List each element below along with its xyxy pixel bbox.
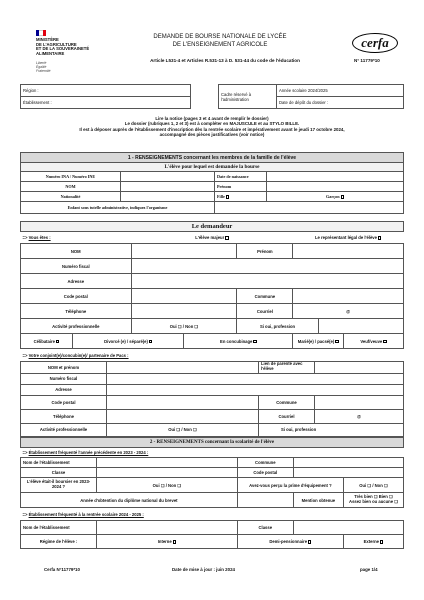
demandeur-courriel-label: Courriel [237,304,293,319]
ministry-line: DE L'AGRICULTURE [36,41,77,47]
demandeur-commune-label: Commune [237,289,293,304]
notice-line: Lire la notice (pages 3 et 4 avant de remplir le dossier) [155,116,269,121]
demandeur-fiscal-label: Numéro fiscal [21,259,132,274]
garcon-checkbox[interactable] [341,195,344,198]
rentree-label [21,508,404,521]
diplome-label: Année d'obtention du diplôme national du brevet [21,493,238,508]
demandeur-tel-label: Téléphone [21,304,132,319]
notice-line: Le dossier (rubriques 1, 2 et 3) est à compléter en MAJUSCULE et au STYLO BILLE. [124,121,300,127]
regime-label: Régime de l'élève : [21,535,97,549]
footer-date: Date de mise à jour : juin 2024 [172,567,235,572]
cerfa-number: N° 11779*10 [354,58,380,63]
eleve-majeur-checkbox[interactable] [225,236,228,239]
fille-label: Fille [217,194,225,199]
representant-checkbox[interactable] [378,236,381,239]
concubinage-checkbox[interactable] [253,340,256,343]
rentree-nom-etab-input[interactable] [97,521,238,535]
interne-label: Interne [157,539,172,544]
nom-label: NOM [21,182,121,192]
conjoint-courriel-input[interactable] [315,409,404,423]
region-field[interactable]: Région : [21,85,191,97]
arrow: => [22,450,28,455]
nom-input[interactable] [121,182,215,192]
title-line-1: DEMANDE DE BOURSE NATIONALE DE LYCÉE [153,34,287,40]
lien-input[interactable] [315,361,404,373]
mention-options[interactable] [344,493,404,508]
footer-page: page 1/4 [360,567,378,572]
ministry-line: ET DE LA SOUVERAINETÉ [36,46,90,52]
conjoint-cp-input[interactable] [107,395,259,409]
conjoint-nom-label: NOM et prénom [21,361,107,373]
demandeur-activite-oui-non[interactable]: Oui ❑ / Non ❑ [131,319,237,334]
flag-red [43,30,46,36]
demandeur-profession-label: Si oui, profession [237,319,318,334]
vous-etes-label [21,232,132,244]
tutelle-label: Enfant sous tutelle administrative, indiquez l'organisme [21,202,215,214]
footer-cerfa: Cerfa N°11779*10 [44,567,80,572]
prec-nom-etab-input[interactable] [97,458,238,468]
conjoint-commune-input[interactable] [315,395,404,409]
republique-motto [36,62,66,73]
section2-title: 2 - RENSEIGNEMENTS concernant la scolarité de l'élève [21,438,404,448]
demandeur-cp-input[interactable] [131,289,237,304]
conjoint-fiscal-input[interactable] [107,373,404,384]
tutelle-input[interactable] [215,202,404,214]
divorce-checkbox[interactable] [149,340,152,343]
demandeur-profession-input[interactable] [318,319,403,334]
prenom-input[interactable] [267,182,404,192]
externe-label: Externe [363,539,379,544]
celibataire-checkbox[interactable] [56,340,59,343]
conjoint-fiscal-label: Numéro fiscal [21,373,107,384]
demandeur-cp-label: Code postal [21,289,132,304]
interne-checkbox[interactable] [173,540,176,543]
admin-table [20,84,404,109]
externe-option[interactable] [344,535,404,549]
arrow: => [22,352,28,358]
marie-label: Marié(e) / pacsé(e) [297,338,335,344]
at-sign: @ [346,308,351,314]
demandeur-title: Le demandeur [21,222,404,232]
representant-label: Le représentant légal de l'élève [314,235,377,240]
veuf-checkbox[interactable] [383,340,386,343]
concubinage-label: En concubinage [220,338,253,344]
conjoint-cp-label: Code postal [21,395,107,409]
marie-checkbox[interactable] [335,340,338,343]
fille-option[interactable] [215,192,267,202]
mention-option-line[interactable]: Très bien ❑ Bien ❑ [354,494,393,500]
mention-option-line[interactable]: Assez bien ou aucune ❑ [349,499,398,504]
lien-label: Lien de parenté avec l'élève [259,361,315,373]
title-line-2: DE L'ENSEIGNEMENT AGRICOLE [172,42,268,48]
section1-table [20,152,404,214]
conjoint-nom-input[interactable] [107,361,259,373]
conjoint-profession[interactable]: Si oui, profession [259,423,404,436]
divorce-label: Divorcé (e) / séparé(e) [104,338,148,344]
demandeur-prenom-input[interactable] [293,244,404,259]
demandeur-prenom-label: Prénom [237,244,293,259]
interne-option[interactable] [97,535,238,549]
law-reference: Article L531-4 et Articles R.531-13 à D. 531-44 du code de l'éducation [150,58,300,63]
demi-option[interactable] [237,535,343,549]
conjoint-adresse-input[interactable] [107,384,404,395]
boursier-label: L'élève était-il boursier en 2023-2024 ? [21,478,97,493]
veuf-label: Veuf/veuve [360,338,383,344]
garcon-option[interactable] [267,192,404,202]
eleve-majeur-label: L'élève majeur [195,235,225,240]
prenom-label: Prénom [215,182,267,192]
naissance-label: Date de naissance [215,172,267,182]
demandeur-adresse-input[interactable] [131,274,403,289]
prec-nom-etab-label: Nom de l'établissement [21,458,97,468]
arrow: => [22,511,28,517]
demi-checkbox[interactable] [308,540,311,543]
prec-text: Établissement fréquenté l'année précédente en 2023 - 2024 : [28,450,149,455]
nationalite-label: Nationalité [21,192,121,202]
cerfa-logo: cerfa [352,33,398,53]
etablissement-field[interactable]: Établissement : [21,97,191,109]
rentree-classe-label: Classe [237,521,293,535]
conjoint-label [21,350,404,361]
section2-table [20,437,404,549]
arrow: => [22,235,28,240]
eleve-majeur-option[interactable] [131,232,293,244]
conjoint-activite-label: Activité professionnelle [21,423,107,436]
vous-etes-text: Vous êtes : [28,235,51,240]
representant-option[interactable] [293,232,404,244]
externe-checkbox[interactable] [380,540,383,543]
mention-label: Mention obtenue [293,493,343,508]
divorce-option[interactable] [73,334,184,349]
fille-checkbox[interactable] [226,195,229,198]
conjoint-activite-oui-non[interactable]: Oui ❑ / Non ❑ [107,423,259,436]
ina-input[interactable] [121,172,215,182]
demandeur-activite-label: Activité professionnelle [21,319,132,334]
cadre-label: Cadre réservé à l'administration [219,85,277,109]
conjoint-commune-label: Commune [259,395,315,409]
instructions [20,116,404,138]
section1-title: 1 - RENSEIGNEMENTS concernant les membres de la famille de l'élève [21,153,404,163]
celibataire-option[interactable] [21,334,73,349]
demandeur-tel-input[interactable] [131,304,237,319]
demi-label: Demi-pensionnaire [269,539,308,544]
prec-cp-label: Code postal [237,468,293,478]
demandeur-table [20,221,404,349]
prec-classe-input[interactable] [97,468,238,478]
celibataire-label: Célibataire [33,338,56,344]
prec-classe-label: Classe [21,468,97,478]
veuf-option[interactable] [344,334,404,349]
conjoint-table [20,350,404,437]
garcon-label: Garçon [326,194,340,199]
date-depot-field[interactable]: Date de dépôt du dossier : [277,97,404,109]
prec-label [21,448,404,458]
ministry-name [36,38,96,56]
demandeur-fiscal-input[interactable] [131,259,403,274]
conjoint-text: Votre conjoint(e)/concubin(e)/ partenaire de Pacs : [28,352,129,358]
rentree-classe-input[interactable] [293,521,403,535]
rentree-text: Établissement fréquenté à la rentrée scolaire 2024 - 2025 : [28,511,144,517]
demandeur-courriel-input[interactable] [293,304,404,319]
conjoint-tel-label: Téléphone [21,409,107,423]
diplome-input[interactable] [237,493,293,508]
prime-oui-non[interactable]: Oui ❑ / Non ❑ [344,478,404,493]
motto-line: Liberté [36,61,47,65]
rentree-nom-etab-label: Nom de l'établissement [21,521,97,535]
ministry-line: MINISTÈRE [36,37,59,42]
demandeur-adresse-label: Adresse [21,274,132,289]
ministry-line: ALIMENTAIRE [36,50,65,56]
conjoint-adresse-label: Adresse [21,384,107,395]
conjoint-courriel-label: Courriel [259,409,315,423]
conjoint-tel-input[interactable] [107,409,259,423]
motto-line: Fraternité [36,68,51,73]
annee-scolaire: Année scolaire 2024/2025 [277,85,404,97]
prec-cp-input[interactable] [293,468,403,478]
marie-option[interactable] [293,334,344,349]
at-sign: @ [356,413,362,419]
naissance-input[interactable] [267,172,404,182]
republique-logo [36,30,46,36]
notice-line: Il est à déposer auprès de l'établissement d'inscription dès la rentrée scolaire et impérativement avant le jeudi 17 octobre 2024, [79,126,345,132]
demandeur-nom-label: NOM [21,244,132,259]
boursier-oui-non[interactable]: Oui ❑ / Non ❑ [97,478,238,493]
demandeur-commune-input[interactable] [293,289,404,304]
ina-label: Numéro INA / Numéro INE [21,172,121,182]
prime-label: Avez-vous perçu la prime d'équipement ? [237,478,343,493]
motto-line: Égalité [36,64,47,69]
eleve-title: L'élève pour lequel est demandée la bourse [21,163,404,172]
nationalite-input[interactable] [121,192,215,202]
notice-line: accompagné des pièces justificatives (voir notice) [159,132,265,138]
prec-commune-input[interactable] [293,458,403,468]
prec-commune-label: Commune [237,458,293,468]
form-title [120,33,320,49]
demandeur-nom-input[interactable] [131,244,237,259]
concubinage-option[interactable] [184,334,293,349]
